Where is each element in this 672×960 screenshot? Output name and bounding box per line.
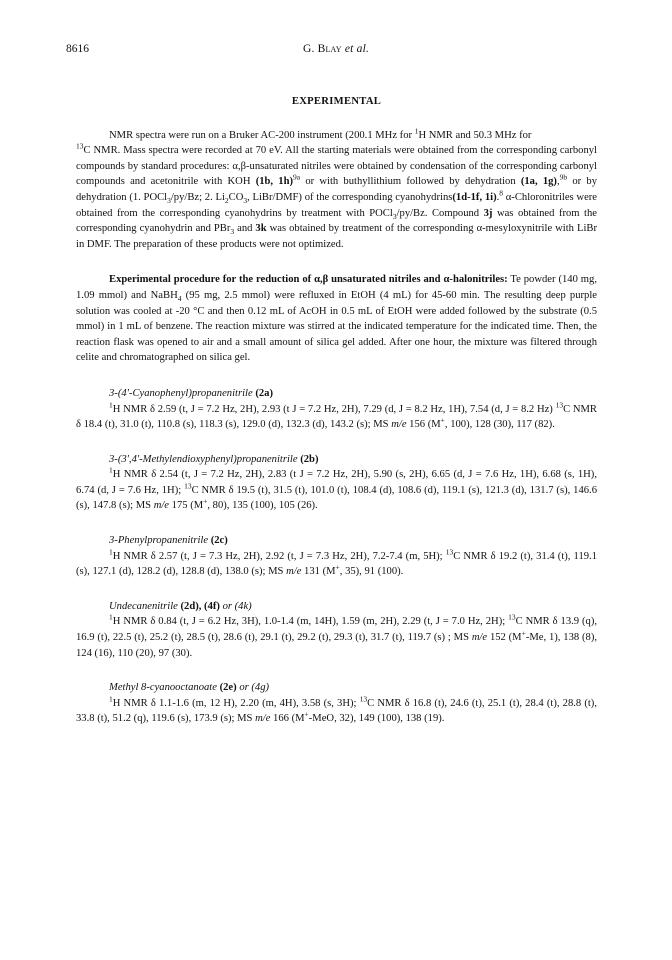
cnmr-data: C NMR δ 13.9 (q), 16.9 (t), 22.5 (t), 25.2 (t), 28.5 (t), 28.6 (t), 29.1 (t), 29.2 (t), 29.3 (t), 31.7 (t), 119.7 (s) ; MS (76, 616, 597, 644)
compound-data (76, 399, 597, 433)
superscript: 1 (109, 547, 113, 557)
superscript: 1 (109, 399, 113, 409)
compound-entry-2d (76, 599, 597, 661)
compound-title: 3-Phenylpropanenitrile (109, 535, 211, 547)
ms-unit: m/e (153, 500, 169, 512)
compound-data (76, 696, 597, 727)
text-run: C NMR. Mass spectra were recorded at 70 eV. All the starting materials were obtained from the corresponding carbonyl compounds by standard procedures: α,β-unsaturated nitriles were obtained by condensation of the corresponding carbonyl compounds and acetonitrile with KOH (76, 145, 597, 188)
ms-data: , 35), 91 (100). (339, 566, 404, 578)
hnmr-data: H NMR δ 2.59 (t, J = 7.2 Hz, 2H), 2.93 (t J = 7.2 Hz, 2H), 7.29 (d, J = 8.2 Hz, 1H), 7.54 (d, J = 8.2 Hz) (112, 403, 556, 415)
ms-data: , 80), 135 (100), 105 (26). (207, 500, 318, 512)
ms-unit: m/e (391, 419, 407, 431)
compound-title: 3-(3',4'-Methylendioxyphenyl)propanenitrile (109, 453, 301, 465)
subscript: 3 (167, 196, 171, 206)
subscript: 3 (243, 196, 248, 206)
ms-data: -MeO, 32), 149 (100), 138 (19). (308, 713, 445, 725)
author-initial: G. (302, 43, 318, 55)
compound-name (76, 452, 597, 468)
procedure-heading: Experimental procedure for the reduction of α,β unsaturated nitriles and α-halonitriles: (109, 274, 508, 286)
subscript: 3 (230, 227, 235, 237)
compound-label: (2a) (255, 387, 273, 399)
compound-name (76, 680, 597, 696)
ms-data: -Me, 1), 138 (8), 124 (16), 110 (20), 97 (30). (76, 632, 597, 659)
superscript: 1 (109, 465, 113, 475)
superscript: + (335, 562, 340, 572)
compound-label-extra: or (4k) (219, 600, 252, 612)
compound-label-extra: or (4g) (236, 682, 270, 694)
text-run: NMR spectra were run on a Bruker AC-200 instrument (200.1 MHz for (109, 129, 415, 141)
hnmr-data: H NMR δ 2.57 (t, J = 7.3 Hz, 2H), 2.92 (t, J = 7.3 Hz, 2H), 7.2-7.4 (m, 5H); (112, 550, 446, 562)
page-number: 8616 (66, 43, 89, 55)
compound-ref: (1d-1f, 1i) (452, 191, 497, 203)
ms-data: 152 (M (487, 632, 522, 644)
compound-title: Undecanenitrile (109, 600, 181, 612)
compound-label: (2e) (219, 682, 237, 694)
text-run: . (496, 191, 500, 203)
compound-entry-2b (76, 452, 597, 514)
compound-title: 3-(4'-Cyanophenyl)propanenitrile (109, 387, 256, 399)
compound-data (76, 549, 597, 580)
superscript: 13 (184, 481, 192, 491)
compound-label: (2b) (300, 453, 319, 465)
citation-superscript: 9a (293, 172, 301, 182)
compound-label: (2d), (4f) (180, 600, 220, 612)
subscript: 4 (177, 294, 182, 304)
compound-title: Methyl 8-cyanooctanoate (109, 682, 220, 694)
subscript: 3 (392, 211, 397, 221)
compound-name (76, 533, 597, 549)
cnmr-data: C NMR δ 18.4 (t), 31.0 (t), 110.8 (s), 118.3 (s), 129.0 (d), 132.3 (d), 143.2 (s); MS (76, 403, 597, 431)
running-head (66, 43, 606, 55)
ms-data: 131 (M (301, 566, 336, 578)
compound-data (76, 467, 597, 514)
cnmr-data: C NMR δ 19.2 (t), 31.4 (t), 119.1 (s), 127.1 (d), 128.2 (d), 128.8 (d), 138.0 (s); MS (76, 550, 597, 578)
compound-entry-2a (76, 386, 597, 433)
text-run: H NMR and 50.3 MHz for (418, 129, 532, 141)
section-title: EXPERIMENTAL (291, 96, 382, 107)
superscript: 1 (414, 126, 419, 136)
text-run: /py/Bz; 2. Li (170, 191, 225, 203)
hnmr-data: H NMR δ 1.1-1.6 (m, 12 H), 2.20 (m, 4H), 3.58 (s, 3H); (112, 697, 360, 709)
compound-data (76, 614, 597, 661)
text-run: was obtained by treatment of the corresponding α-mesyloxynitrile with LiBr in DMF. The preparation of these products were not optimized. (76, 223, 597, 250)
cnmr-data: C NMR δ 16.8 (t), 24.6 (t), 25.1 (t), 28.4 (t), 28.8 (t), 33.8 (t), 51.2 (q), 119.6 (s), 173.9 (s); MS (76, 697, 597, 725)
general-methods-paragraph (76, 128, 597, 253)
superscript: 13 (555, 399, 564, 409)
text-run: CO (228, 191, 244, 203)
compound-ref: 3j (483, 207, 493, 219)
citation-superscript: 9b (559, 172, 568, 182)
text-run: , LiBr/DMF) of the corresponding cyanohydrins (247, 191, 453, 203)
superscript: + (203, 496, 208, 506)
compound-label: (2c) (210, 535, 228, 547)
text-run: (95 mg, 2.5 mmol) were refluxed in EtOH (4 mL) for 45-60 min. The resulting deep purple solution was cooled at -20 °C and then 0.12 mL of AcOH in 0.5 mL of EtOH were added followed by the substrate (0.5 mmol) in 1 mL of benzene. The reaction mixture was stirred at the indicated temperature for the indicated time. Then, the reaction flask was opened to air and a small amount of silica gel added. After one hour, the mixture was filtered through celite and chromatographed on silica gel. (76, 289, 598, 364)
ms-unit: m/e (255, 713, 271, 725)
procedure-paragraph (76, 272, 597, 366)
hnmr-data: H NMR δ 0.84 (t, J = 6.2 Hz, 3H), 1.0-1.4 (m, 14H), 1.59 (m, 2H), 2.29 (t, J = 7.0 Hz, 2H); (112, 616, 509, 628)
text-run: or by dehydration (1. POCl (76, 176, 597, 203)
ms-data: 156 (M (406, 419, 441, 431)
compound-ref: (1a, 1g) (520, 176, 557, 188)
compound-ref: 3k (255, 223, 267, 235)
ms-data: 175 (M (169, 500, 204, 512)
compound-entry-2c (76, 533, 597, 580)
superscript: + (304, 709, 309, 719)
superscript: + (521, 628, 526, 638)
text-run: or with buthyllithium followed by dehydration (300, 176, 521, 188)
ms-data: 166 (M (270, 713, 305, 725)
author-surname: Blay (317, 43, 342, 55)
text-run: Te powder (140 mg, 1.09 mmol) and NaBH (76, 274, 597, 301)
superscript: 13 (359, 694, 368, 704)
superscript: 13 (445, 547, 454, 557)
cnmr-data: C NMR δ 19.5 (t), 31.5 (t), 101.0 (t), 108.4 (d), 108.6 (d), 119.1 (s), 121.3 (d), 131.7 (s), 146.6 (s), 147.8 (s); MS (76, 484, 597, 512)
text-run: was obtained from the corresponding cyanohydrin and PBr (76, 207, 597, 235)
hnmr-data: H NMR δ 2.54 (t, J = 7.2 Hz, 2H), 2.83 (t J = 7.2 Hz, 2H), 5.90 (s, 2H), 6.65 (d, J = 7.6 Hz, 1H), 6.68 (s, 1H), 6.74 (d, J = 7.6 Hz, 1H); (76, 469, 597, 496)
page-header (66, 43, 606, 59)
citation-superscript: 8 (499, 188, 504, 198)
text-run: and (234, 223, 256, 235)
superscript: 13 (508, 612, 516, 622)
ms-data: , 100), 128 (30), 117 (82). (444, 419, 555, 431)
page-content (76, 94, 597, 746)
superscript: 1 (109, 612, 113, 622)
author-suffix: et al. (341, 43, 370, 55)
superscript: 1 (109, 694, 113, 704)
superscript: + (440, 415, 445, 425)
text-run: /py/Bz. Compound (396, 207, 484, 219)
ms-unit: m/e (471, 632, 488, 644)
superscript: 13 (76, 141, 84, 151)
compound-ref: (1b, 1h) (255, 176, 293, 188)
ms-unit: m/e (286, 566, 302, 578)
compound-entry-2e (76, 680, 597, 727)
text-run: , (556, 176, 560, 188)
compound-name (76, 386, 597, 402)
text-run: α-Chloronitriles were obtained from the corresponding cyanohydrins by treatment with POCl (76, 191, 598, 219)
compound-name (76, 599, 597, 615)
subscript: 2 (224, 196, 229, 206)
